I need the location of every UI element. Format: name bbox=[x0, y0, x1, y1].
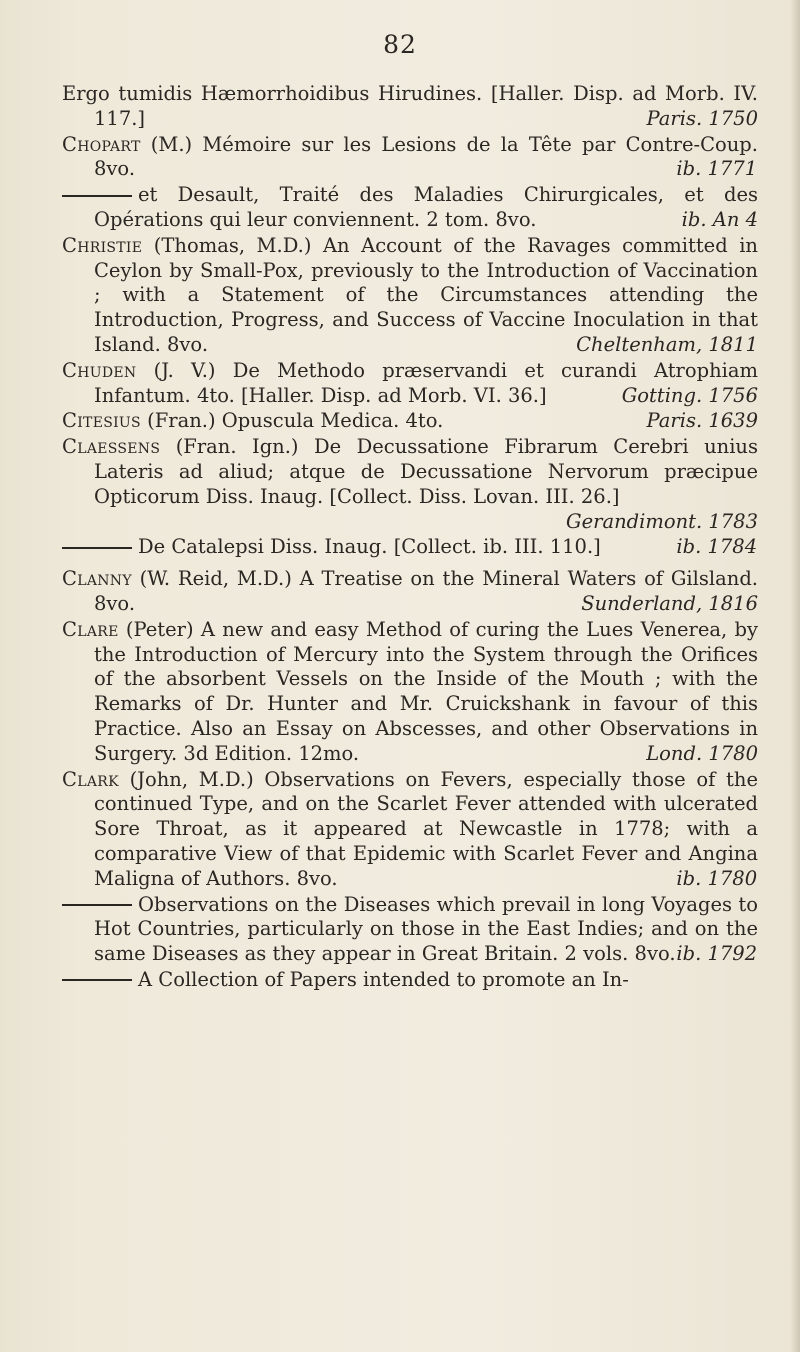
entry-imprint: ib. 1771 bbox=[676, 157, 758, 181]
entry-imprint: ib. 1780 bbox=[676, 866, 758, 890]
entry-imprint: Cheltenham, 1811 bbox=[576, 332, 758, 356]
entry-imprint: Gotting. 1756 bbox=[621, 383, 758, 407]
bibliography-entry bbox=[62, 893, 758, 967]
entry-text: (Thomas, M.D.) An Account of the Ravages committed in Ceylon by Small-Pox, previously to the Introduction of Vaccination ; with a Statement of the Circumstances attending the Introduction, Progress, and Success of Vaccine Inoculation in that Island. 8vo. bbox=[94, 233, 758, 356]
bibliography-entry bbox=[62, 535, 758, 560]
entry-author: Claessens bbox=[62, 435, 161, 459]
bibliography-entry bbox=[62, 409, 758, 434]
page-number: 82 bbox=[383, 30, 417, 59]
entry-text: (Peter) A new and easy Method of curing the Lues Venerea, by the Introduction of Mercury into the System through the Orifices of the absorbent Vessels on the Inside of the Mouth ; with the Remarks of Dr. Hunter and Mr. Cruickshank in favour of this Practice. Also an Essay on Abscesses, and other Observations in Surgery. 3d Edition. 12mo. bbox=[94, 617, 758, 765]
entry-text: De Catalepsi Diss. Inaug. [Collect. ib. III. 110.] bbox=[138, 535, 601, 559]
entry-imprint: Lond. 1780 bbox=[646, 741, 758, 765]
entry-imprint: ib. 1792 bbox=[676, 942, 758, 966]
bibliography-entry bbox=[62, 567, 758, 617]
bibliography-entry bbox=[62, 435, 758, 534]
entry-author: Clare bbox=[62, 617, 119, 641]
entry-imprint: Gerandimont. 1783 bbox=[566, 509, 758, 533]
entry-imprint: Paris. 1750 bbox=[646, 106, 758, 130]
page-edge-shadow bbox=[790, 0, 800, 1352]
bibliography-entry bbox=[62, 133, 758, 183]
ditto-dash bbox=[62, 547, 132, 549]
bibliography-entry bbox=[62, 968, 758, 993]
entry-text: Observations on the Diseases which prevail in long Voyages to Hot Countries, particularly on those in the East Indies; and on the same Diseases as they appear in Great Britain. 2 vols. 8vo. bbox=[94, 892, 758, 966]
entry-imprint: ib. 1784 bbox=[676, 535, 758, 559]
bibliography-entry bbox=[62, 618, 758, 767]
entry-text: Ergo tumidis Hæmorrhoidibus Hirudines. [Haller. Disp. ad Morb. IV. 117.] bbox=[62, 82, 758, 130]
entry-text: (John, M.D.) Observations on Fevers, especially those of the continued Type, and on the Scarlet Fever attended with ulcerated Sore Throat, as it appeared at Newcastle in 1778; with a comparative View of that Epidemic with Scarlet Fever and Angina Maligna of Authors. 8vo. bbox=[94, 767, 758, 890]
entry-text: (J. V.) De Methodo præservandi et curandi Atrophiam Infantum. 4to. [Haller. Disp. ad Morb. VI. 36.] bbox=[94, 358, 758, 407]
bibliography-entry bbox=[62, 82, 758, 132]
bibliography-entry bbox=[62, 359, 758, 409]
entry-author: Clanny bbox=[62, 567, 132, 591]
entry-author: Chuden bbox=[62, 358, 137, 382]
entry-imprint: ib. An 4 bbox=[681, 207, 758, 231]
entry-text: (W. Reid, M.D.) A Treatise on the Mineral Waters of Gilsland. 8vo. bbox=[94, 567, 758, 615]
ditto-dash bbox=[62, 904, 132, 906]
entry-text: (Fran.) Opuscula Medica. 4to. bbox=[140, 409, 444, 433]
ditto-dash bbox=[62, 979, 132, 981]
bibliography-list bbox=[62, 82, 758, 994]
bibliography-entry bbox=[62, 768, 758, 892]
bibliography-entry bbox=[62, 183, 758, 233]
entry-author: Christie bbox=[62, 233, 143, 257]
entry-author: Chopart bbox=[62, 132, 141, 156]
entry-text: et Desault, Traité des Maladies Chirurgicales, et des Opérations qui leur conviennent. 2 tom. 8vo. bbox=[94, 183, 758, 231]
entry-text: (M.) Mémoire sur les Lesions de la Tête par Contre-Coup. 8vo. bbox=[94, 132, 758, 181]
entry-imprint: Paris. 1639 bbox=[646, 409, 758, 433]
entry-imprint: Sunderland, 1816 bbox=[581, 591, 758, 615]
bibliography-entry bbox=[62, 234, 758, 358]
entry-text: (Fran. Ign.) De Decussatione Fibrarum Cerebri unius Lateris ad aliud; atque de Decussatione Nervorum præcipue Opticorum Diss. Inaug. [Collect. Diss. Lovan. III. 26.] bbox=[94, 435, 758, 508]
ditto-dash bbox=[62, 195, 132, 197]
entry-author: Citesius bbox=[62, 409, 141, 433]
entry-text: A Collection of Papers intended to promote an In- bbox=[138, 967, 629, 991]
entry-author: Clark bbox=[62, 767, 119, 791]
